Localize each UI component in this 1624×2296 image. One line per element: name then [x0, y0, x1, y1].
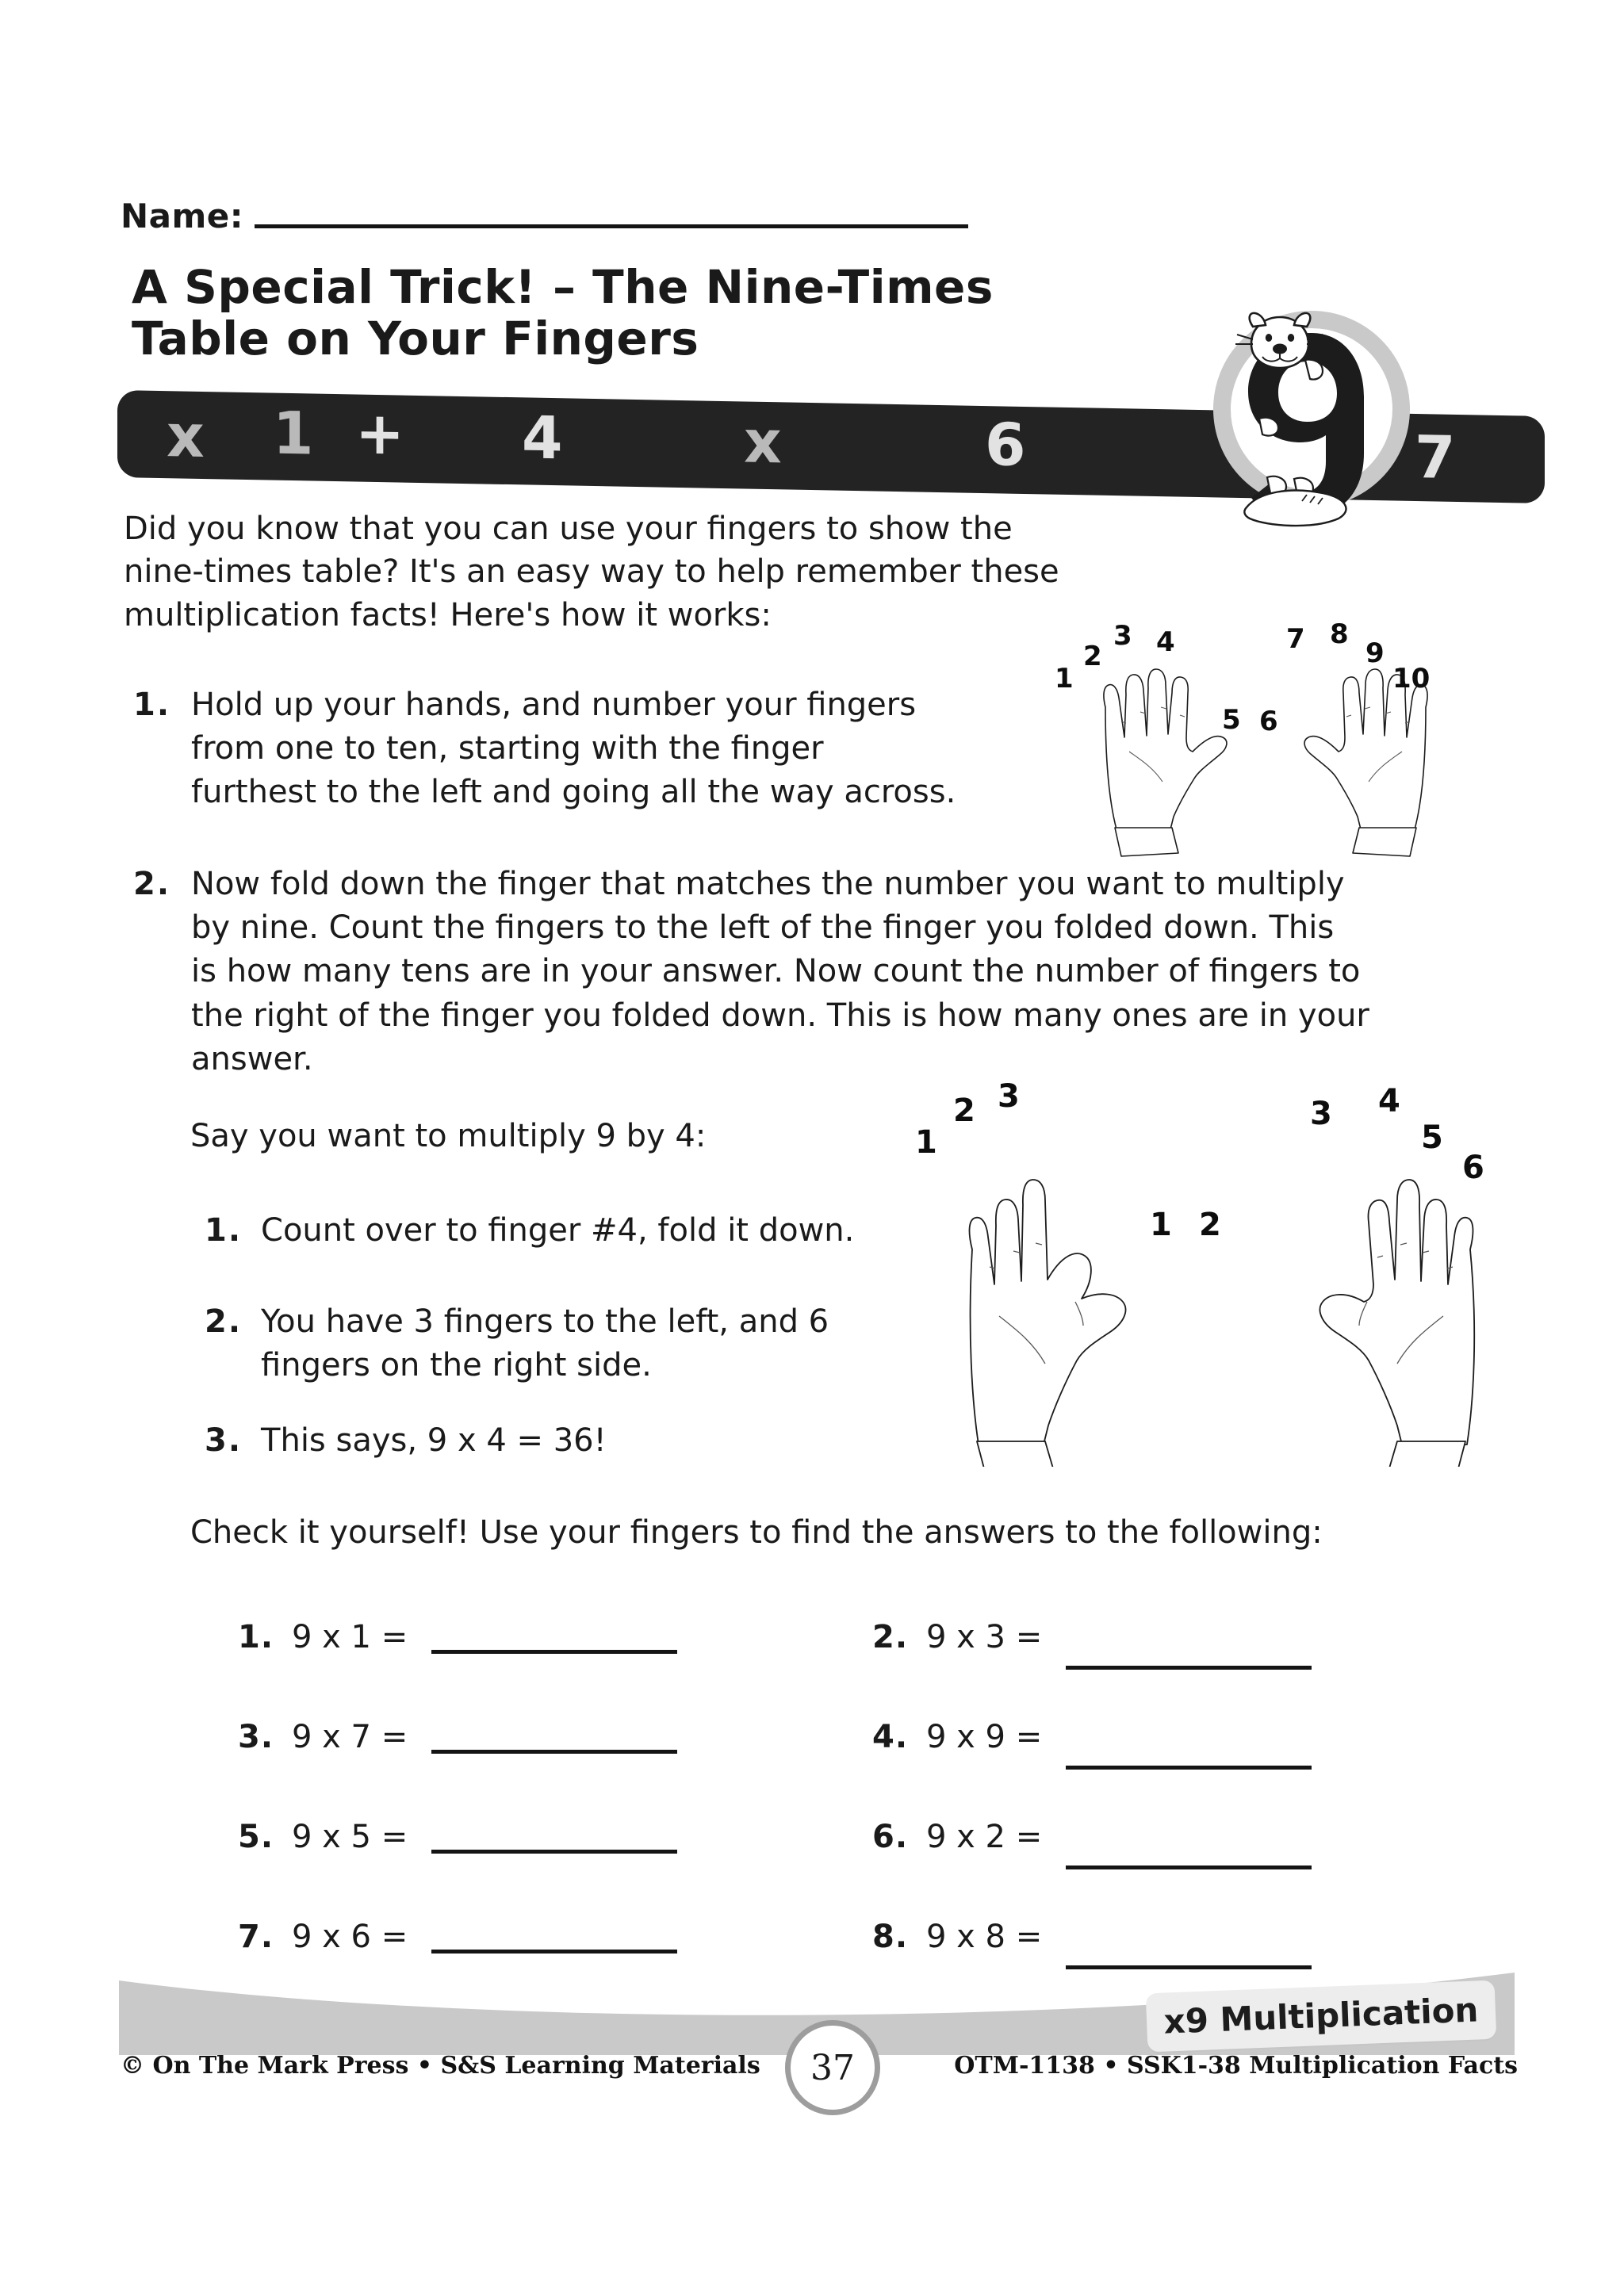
problem-7-answer-blank[interactable]: [431, 1950, 677, 1954]
example-substep-2-line-1: You have 3 fingers to the left, and 6: [261, 1303, 829, 1340]
name-label: Name:: [121, 197, 244, 235]
example-substep-1-line-1: Count over to finger #4, fold it down.: [261, 1212, 855, 1249]
name-write-line[interactable]: [255, 224, 968, 228]
finger-label-7: 7: [1286, 623, 1305, 655]
intro-line-2: nine-times table? It's an easy way to help remember these: [124, 553, 1059, 591]
problem-1-number: 1.: [238, 1619, 274, 1655]
folded-label-left-2: 2: [953, 1093, 975, 1129]
example-substep-2-number: 2.: [205, 1303, 243, 1340]
step-2-body: [191, 863, 1369, 1081]
check-instruction: Check it yourself! Use your fingers to find the answers to the following:: [190, 1514, 1323, 1551]
example-substep-2-line-2: fingers on the right side.: [261, 1347, 652, 1384]
problem-6: [872, 1793, 1507, 1855]
problem-7-number: 7.: [238, 1919, 274, 1955]
problem-4-answer-blank[interactable]: [1066, 1766, 1312, 1770]
footer-tag-label: x9 Multiplication: [1162, 1990, 1480, 2042]
step-1-line-1: Hold up your hands, and number your fingers: [191, 687, 917, 723]
step-1: [133, 683, 1029, 815]
problem-4: [872, 1693, 1507, 1755]
folded-label-left-1: 1: [915, 1124, 937, 1161]
finger-label-4: 4: [1156, 626, 1175, 658]
problem-8-expression: 9 x 8 =: [926, 1919, 1043, 1955]
step-2-line-1: Now fold down the finger that matches the number you want to multiply: [191, 866, 1345, 902]
page-number-badge: [785, 2020, 880, 2115]
banner-digit-7: 7: [1415, 423, 1456, 492]
finger-label-6: 6: [1259, 706, 1278, 737]
banner-digit-1: 1: [273, 399, 314, 469]
problem-3-answer-blank[interactable]: [431, 1750, 677, 1754]
folded-label-right-5: 5: [1421, 1119, 1443, 1156]
example-substep-2: [205, 1300, 918, 1387]
finger-label-5: 5: [1222, 704, 1241, 736]
problem-5-answer-blank[interactable]: [431, 1850, 677, 1854]
page-title-line2: Table on Your Fingers: [132, 311, 699, 365]
finger-label-10: 10: [1392, 663, 1431, 695]
banner-plus-icon: +: [355, 399, 405, 469]
step-2: [133, 863, 1513, 1081]
page-title: [132, 262, 1123, 365]
finger-label-1: 1: [1055, 663, 1074, 695]
problem-1: [238, 1594, 872, 1655]
page-title-line1: A Special Trick! – The Nine-Times: [132, 260, 994, 314]
problem-2-answer-blank[interactable]: [1066, 1666, 1312, 1670]
hands-figure-numbered-art: [1059, 618, 1472, 880]
finger-label-9: 9: [1365, 637, 1385, 669]
problem-3-number: 3.: [238, 1719, 274, 1755]
folded-label-right-3: 3: [1310, 1096, 1332, 1132]
example-substep-3-line-1: This says, 9 x 4 = 36!: [261, 1422, 607, 1459]
problem-5-expression: 9 x 5 =: [292, 1819, 408, 1855]
step-1-number: 1.: [133, 687, 171, 723]
step-2-line-4: the right of the finger you folded down. This is how many ones are in your: [191, 997, 1369, 1034]
problem-3-expression: 9 x 7 =: [292, 1719, 408, 1755]
hands-figure-folded: [915, 1078, 1522, 1467]
problem-4-number: 4.: [872, 1719, 909, 1755]
problem-4-expression: 9 x 9 =: [926, 1719, 1043, 1755]
step-1-line-2: from one to ten, starting with the finger: [191, 730, 824, 767]
folded-label-right-4: 4: [1378, 1083, 1400, 1119]
problem-3: [238, 1693, 872, 1755]
step-1-line-3: furthest to the left and going all the way across.: [191, 774, 956, 811]
hands-figure-numbered: [1055, 618, 1472, 880]
problem-7-expression: 9 x 6 =: [292, 1919, 408, 1955]
banner-digit-6: 6: [985, 411, 1026, 480]
example-substep-1: [205, 1209, 918, 1253]
step-1-body: [191, 683, 956, 815]
example-substep-2-body: [261, 1300, 829, 1387]
footer-copyright: © On The Mark Press • S&S Learning Materials: [121, 2052, 760, 2080]
problem-6-answer-blank[interactable]: [1066, 1866, 1312, 1869]
banner-multiply-icon-2: x: [744, 408, 782, 477]
problem-5-number: 5.: [238, 1819, 274, 1855]
practice-problems: [238, 1594, 1522, 1955]
step-2-line-5: answer.: [191, 1040, 313, 1077]
page-number: 37: [810, 2047, 855, 2088]
problem-8: [872, 1893, 1507, 1955]
problem-2: [872, 1594, 1507, 1655]
problem-2-expression: 9 x 3 =: [926, 1619, 1043, 1655]
folded-label-thumb-1: 1: [1150, 1207, 1172, 1243]
banner-multiply-icon-1: x: [167, 402, 205, 472]
footer-product-code: OTM-1138 • SSK1-38 Multiplication Facts: [954, 2052, 1518, 2080]
nine-logo: [1207, 303, 1429, 533]
folded-label-right-6: 6: [1462, 1150, 1484, 1186]
problem-1-expression: 9 x 1 =: [292, 1619, 408, 1655]
example-substep-3-body: [261, 1419, 607, 1463]
finger-label-2: 2: [1083, 641, 1102, 672]
example-substep-3-number: 3.: [205, 1422, 243, 1459]
problem-6-expression: 9 x 2 =: [926, 1819, 1043, 1855]
problem-1-answer-blank[interactable]: [431, 1650, 677, 1654]
example-substep-3: [205, 1419, 918, 1463]
finger-label-3: 3: [1113, 620, 1132, 652]
problem-2-number: 2.: [872, 1619, 909, 1655]
problem-6-number: 6.: [872, 1819, 909, 1855]
banner-digit-4: 4: [522, 404, 563, 473]
step-2-number: 2.: [133, 866, 171, 902]
example-substep-1-number: 1.: [205, 1212, 243, 1249]
intro-paragraph: [124, 507, 1131, 637]
intro-line-3: multiplication facts! Here's how it works:: [124, 596, 772, 633]
step-2-line-2: by nine. Count the fingers to the left of the finger you folded down. This: [191, 909, 1335, 947]
name-row: [121, 197, 968, 235]
step-2-line-3: is how many tens are in your answer. Now count the number of fingers to: [191, 953, 1361, 990]
folded-label-left-3: 3: [998, 1078, 1020, 1115]
problem-7: [238, 1893, 872, 1955]
example-lead: Say you want to multiply 9 by 4:: [190, 1118, 707, 1154]
problem-8-number: 8.: [872, 1919, 909, 1955]
folded-label-thumb-2: 2: [1199, 1207, 1221, 1243]
problem-5: [238, 1793, 872, 1855]
nine-logo-art: [1207, 303, 1429, 533]
example-substep-1-body: [261, 1209, 854, 1253]
finger-label-8: 8: [1330, 618, 1349, 650]
intro-line-1: Did you know that you can use your fingers to show the: [124, 511, 1013, 547]
